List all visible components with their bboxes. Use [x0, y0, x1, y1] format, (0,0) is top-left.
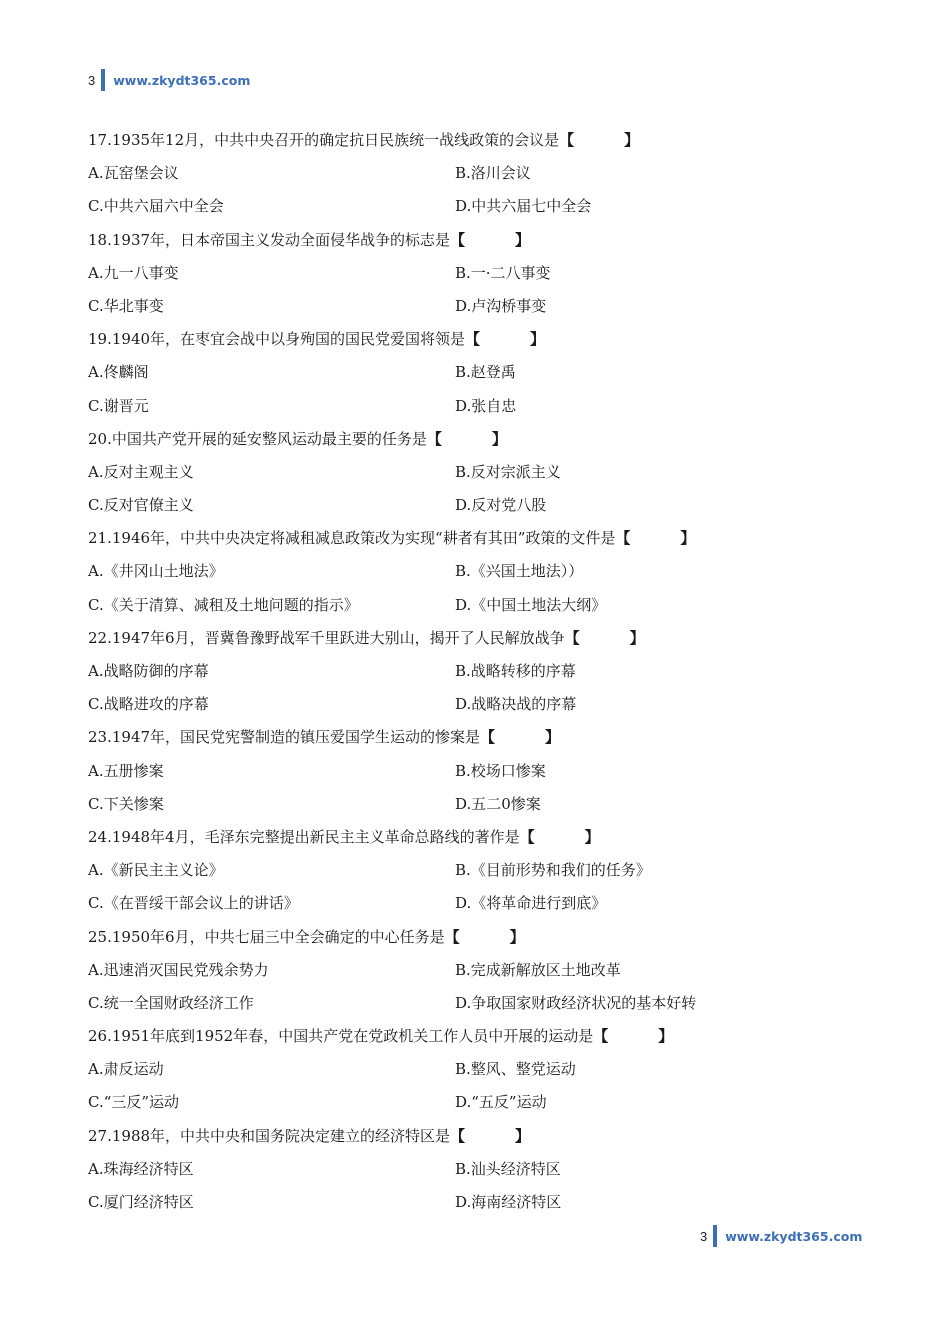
answer-bracket-open: 【: [480, 728, 496, 747]
option-b: B.战略转移的序幕: [455, 662, 576, 680]
footer-page-number: 3: [700, 1228, 708, 1244]
question-stem: [88, 224, 868, 257]
option-b: B.汕头经济特区: [455, 1159, 561, 1178]
page-footer: [700, 1224, 862, 1248]
option-row: [88, 755, 868, 788]
answer-bracket-open: 【: [426, 429, 442, 448]
option-a: A.肃反运动: [88, 1060, 164, 1079]
option-b: B.反对宗派主义: [455, 462, 561, 481]
option-row: [88, 1186, 868, 1219]
option-b: B.《兴国土地法））: [455, 562, 584, 581]
answer-bracket-close: 】: [530, 330, 546, 349]
question-item: [88, 622, 868, 722]
question-stem: [88, 721, 868, 754]
question-text: 24.1948年4月，毛泽东完整提出新民主主义革命总路线的著作是: [88, 827, 520, 846]
question-stem: [88, 821, 868, 854]
option-d: D.五二0惨案: [455, 794, 541, 813]
option-b: B.洛川会议: [455, 164, 531, 183]
header-page-number: 3: [88, 72, 96, 88]
option-d: D.反对党八股: [455, 496, 547, 515]
answer-bracket-close: 】: [509, 927, 525, 946]
option-row: [88, 1153, 868, 1186]
question-stem: [88, 921, 868, 954]
question-item: [88, 522, 868, 622]
question-item: [88, 821, 868, 921]
option-row: [88, 489, 868, 522]
option-row: [88, 390, 868, 423]
question-item: [88, 721, 868, 821]
option-row: [88, 589, 868, 622]
option-row: [88, 1053, 868, 1086]
answer-bracket-close: 】: [515, 230, 531, 249]
option-b: B.完成新解放区土地改革: [455, 960, 621, 979]
option-a: A.珠海经济特区: [88, 1159, 194, 1178]
option-row: [88, 190, 868, 223]
option-row: [88, 954, 868, 987]
answer-bracket-open: 【: [444, 927, 460, 946]
page-header: [88, 68, 250, 92]
answer-bracket-open: 【: [564, 628, 580, 647]
question-text: 23.1947年，国民党宪警制造的镇压爱国学生运动的惨案是: [88, 728, 481, 747]
question-text: 26.1951年底到1952年春，中国共产党在党政机关工作人员中开展的运动是: [88, 1027, 594, 1046]
question-stem: [88, 1020, 868, 1053]
question-text: 17.1935年12月，中共中央召开的确定抗日民族统一战线政策的会议是: [88, 131, 560, 149]
question-stem: [88, 522, 868, 555]
footer-divider: [713, 1225, 717, 1247]
question-item: [88, 224, 868, 324]
question-text: 22.1947年6月，晋冀鲁豫野战军千里跃进大别山，揭开了人民解放战争: [88, 628, 565, 647]
answer-bracket-open: 【: [450, 1126, 466, 1145]
answer-bracket-close: 】: [545, 728, 561, 747]
question-text: 19.1940年，在枣宜会战中以身殉国的国民党爱国将领是: [88, 330, 466, 349]
option-d: D.争取国家财政经济状况的基本好转: [455, 993, 697, 1012]
option-c: C.下关惨案: [88, 794, 164, 813]
question-item: [88, 124, 868, 224]
option-row: [88, 1086, 868, 1119]
option-a: A.瓦窑堡会议: [88, 164, 179, 183]
answer-bracket-close: 】: [624, 131, 640, 149]
option-b: B.校场口惨案: [455, 761, 546, 780]
option-row: [88, 555, 868, 588]
question-list: [88, 124, 868, 1219]
question-text: 25.1950年6月，中共七届三中全会确定的中心任务是: [88, 927, 445, 946]
option-c: C.《关于清算、减租及土地问题的指示》: [88, 595, 359, 614]
option-c: C.《在晋绥干部会议上的讲话》: [88, 894, 299, 913]
answer-bracket-open: 【: [559, 131, 575, 149]
option-row: [88, 788, 868, 821]
option-a: A.迅速消灭国民党残余势力: [88, 960, 269, 979]
option-d: D.海南经济特区: [455, 1193, 562, 1211]
question-text: 21.1946年，中共中央决定将减租减息政策改为实现“耕者有其田”政策的文件是: [88, 529, 616, 548]
option-c: C.“三反”运动: [88, 1093, 180, 1112]
option-d: D.中共六届七中全会: [455, 197, 592, 216]
answer-bracket-close: 】: [658, 1027, 674, 1046]
answer-bracket-close: 】: [629, 628, 645, 647]
question-stem: [88, 622, 868, 655]
option-d: D.卢沟桥事变: [455, 296, 547, 315]
option-a: A.佟麟阁: [88, 363, 149, 382]
question-stem: [88, 323, 868, 356]
option-c: C.谢晋元: [88, 396, 149, 415]
option-b: B.一·二八事变: [455, 263, 551, 282]
option-row: [88, 655, 868, 688]
answer-bracket-close: 】: [491, 429, 507, 448]
option-a: A.《井冈山土地法》: [88, 562, 224, 581]
option-d: D.战略决战的序幕: [455, 695, 577, 714]
question-stem: [88, 423, 868, 456]
answer-bracket-close: 】: [680, 529, 696, 548]
question-text: 27.1988年，中共中央和国务院决定建立的经济特区是: [88, 1126, 451, 1145]
option-row: [88, 854, 868, 887]
option-c: C.战略进攻的序幕: [88, 695, 209, 714]
answer-bracket-close: 】: [584, 827, 600, 846]
option-c: C.反对官僚主义: [88, 496, 194, 515]
option-row: [88, 987, 868, 1020]
option-a: A.战略防御的序幕: [88, 662, 209, 680]
option-a: A.《新民主主义论》: [88, 861, 224, 880]
option-c: C.厦门经济特区: [88, 1193, 194, 1211]
question-item: [88, 1020, 868, 1120]
question-stem: [88, 124, 868, 157]
question-item: [88, 423, 868, 523]
header-site-url: www.zkydt365.com: [113, 72, 251, 88]
option-d: D.《将革命进行到底》: [455, 894, 607, 913]
option-c: C.统一全国财政经济工作: [88, 993, 254, 1012]
question-text: 20.中国共产党开展的延安整风运动最主要的任务是: [88, 429, 427, 448]
footer-site-url: www.zkydt365.com: [725, 1228, 863, 1244]
question-item: [88, 1120, 868, 1220]
answer-bracket-open: 【: [519, 827, 535, 846]
option-b: B.《目前形势和我们的任务》: [455, 861, 651, 880]
option-d: D.“五反”运动: [455, 1093, 547, 1112]
option-row: [88, 157, 868, 190]
option-b: B.整风、整党运动: [455, 1060, 576, 1079]
header-divider: [101, 69, 105, 91]
option-a: A.反对主观主义: [88, 462, 194, 481]
question-stem: [88, 1120, 868, 1153]
question-item: [88, 921, 868, 1021]
option-d: D.张自忠: [455, 396, 517, 415]
option-row: [88, 290, 868, 323]
option-c: C.中共六届六中全会: [88, 197, 224, 216]
answer-bracket-open: 【: [593, 1027, 609, 1046]
option-row: [88, 356, 868, 389]
option-d: D.《中国土地法大纲》: [455, 595, 607, 614]
answer-bracket-open: 【: [450, 230, 466, 249]
option-b: B.赵登禹: [455, 363, 516, 382]
option-row: [88, 887, 868, 920]
option-row: [88, 688, 868, 721]
option-row: [88, 456, 868, 489]
answer-bracket-open: 【: [465, 330, 481, 349]
option-a: A.九一八事变: [88, 263, 179, 282]
option-c: C.华北事变: [88, 296, 164, 315]
answer-bracket-open: 【: [615, 529, 631, 548]
option-row: [88, 257, 868, 290]
question-item: [88, 323, 868, 423]
question-text: 18.1937年，日本帝国主义发动全面侵华战争的标志是: [88, 230, 451, 249]
answer-bracket-close: 】: [515, 1126, 531, 1145]
option-a: A.五册惨案: [88, 761, 164, 780]
